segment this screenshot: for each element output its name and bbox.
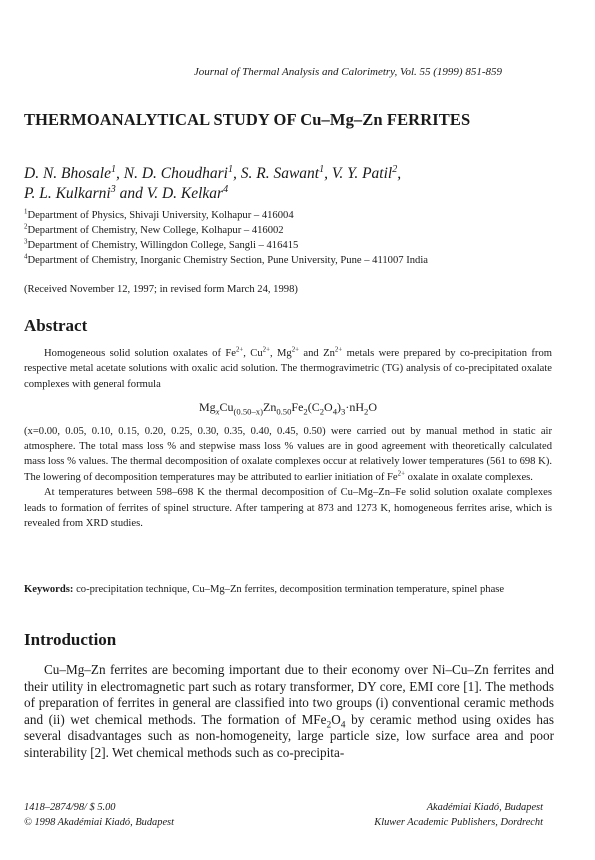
affiliation — [24, 238, 584, 253]
affil-text: Department of Chemistry, New College, Kolhapur – 416002 — [27, 225, 284, 236]
affiliation — [24, 208, 584, 223]
keywords-text: co-precipitation technique, Cu–Mg–Zn ferrites, decomposition termination temperature, spinel phase — [76, 584, 505, 595]
intro-paragraph: Cu–Mg–Zn ferrites are becoming important due to their economy over Ni–Cu–Zn ferrites and their utility in electromagnetic part such as rotary transformer, DY core, EMI core [1]. The methods of preparation of ferrites in general are classified into two groups (i) conventional ceramic methods and (ii) wet chemical methods. The formation of $MFe_2O_4$ by ceramic method using oxides has several disadvantages such as non-homogeneity, large particle size, low surface area and poor sinterability [2]. Wet chemical methods such as co-precipita- — [24, 662, 555, 760]
affil-number: 1 — [24, 208, 28, 216]
author-name: P. L. Kulkarni — [24, 185, 111, 202]
affil-text: Department of Chemistry, Willingdon College, Sangli – 416415 — [27, 240, 299, 251]
author-affil-mark: 2 — [392, 163, 398, 175]
introduction-heading: Introduction — [24, 630, 117, 649]
general-formula: $Mg_xCu_{(0.50-x)}Zn_{0.50}Fe_2(C_2O_4)_3\cdot nH_2O$ — [198, 400, 377, 417]
affiliation — [24, 253, 584, 268]
paper-title: THERMOANALYTICAL STUDY OF Cu–Mg–Zn FERRITES — [24, 110, 471, 129]
author-affil-mark: 3 — [110, 183, 116, 195]
footer-right — [374, 800, 543, 830]
affiliation-list — [24, 208, 584, 268]
affil-text: Department of Physics, Shivaji University, Kolhapur – 416004 — [27, 210, 294, 221]
author-name: N. D. Choudhari — [123, 165, 228, 182]
author-affil-mark: 1 — [227, 163, 233, 175]
affiliation — [24, 223, 584, 238]
author-affil-mark: 1 — [110, 163, 116, 175]
author-list: D. N. Bhosale$^1$, N. D. Choudhari$^1$, S. R. Sawant$^1$, V. Y. Patil$^2$, P. L. Kulkarni$^3$ and V. D. Kelkar$^4$ — [24, 163, 402, 202]
abstract-paragraph: Homogeneous solid solution oxalates of $Fe^{2+}$, $Cu^{2+}$, $Mg^{2+}$ and $Zn^{2+}$ metals were prepared by co-precipitation from respective metal acetate solutions with oxalic acid solution. The thermogravimetric (TG) analysis of co-precipitated oxalate complexes with general formula — [24, 346, 552, 390]
author-name: V. Y. Patil — [331, 165, 393, 182]
keywords — [24, 582, 544, 597]
publisher-2: Kluwer Academic Publishers, Dordrecht — [374, 817, 543, 828]
copyright: © 1998 Akadémiai Kiadó, Budapest — [24, 817, 174, 828]
footer-left — [24, 800, 174, 830]
affil-number: 3 — [24, 238, 28, 246]
abstract-heading: Abstract — [24, 316, 88, 335]
publisher-1: Akadémiai Kiadó, Budapest — [426, 802, 543, 813]
abstract-paragraph: (x=0.00, 0.05, 0.10, 0.15, 0.20, 0.25, 0.30, 0.35, 0.40, 0.45, 0.50) were carried out by manual method in static air atmosphere. The total mass loss % and stepwise mass loss % values are in good agreement with theoretically calculated mass loss % values. The thermal decomposition of oxalate complexes occur at relatively lower temperatures (561 to 698 K). The lowering of decomposition temperatures may be attributed to earlier initiation of $Fe^{2+}$ oxalate in oxalate complexes. — [24, 425, 552, 483]
journal-citation: Journal of Thermal Analysis and Calorimetry, Vol. 55 (1999) 851-859 — [193, 66, 502, 78]
affil-number: 4 — [24, 253, 28, 261]
introduction-body — [24, 662, 554, 762]
author-affil-mark: 4 — [223, 183, 229, 195]
received-dates: (Received November 12, 1997; in revised form March 24, 1998) — [24, 284, 298, 295]
author-name: S. R. Sawant — [240, 165, 320, 182]
keywords-label: Keywords: — [24, 584, 74, 595]
issn-price: 1418–2874/98/ $ 5.00 — [24, 802, 116, 813]
affil-number: 2 — [24, 223, 28, 231]
author-name: and V. D. Kelkar — [119, 185, 224, 202]
author-affil-mark: 1 — [319, 163, 325, 175]
affil-text: Department of Chemistry, Inorganic Chemistry Section, Pune University, Pune – 411007 India — [27, 255, 428, 266]
abstract-body — [24, 346, 552, 531]
author-name: D. N. Bhosale — [24, 165, 111, 182]
abstract-paragraph: At temperatures between 598–698 K the thermal decomposition of Cu–Mg–Zn–Fe solid solution oxalate complexes leads to formation of ferrites of spinel structure. After tampering at 873 and 1273 K, homogeneous ferrites arise, which is revealed from XRD studies. — [24, 487, 552, 530]
